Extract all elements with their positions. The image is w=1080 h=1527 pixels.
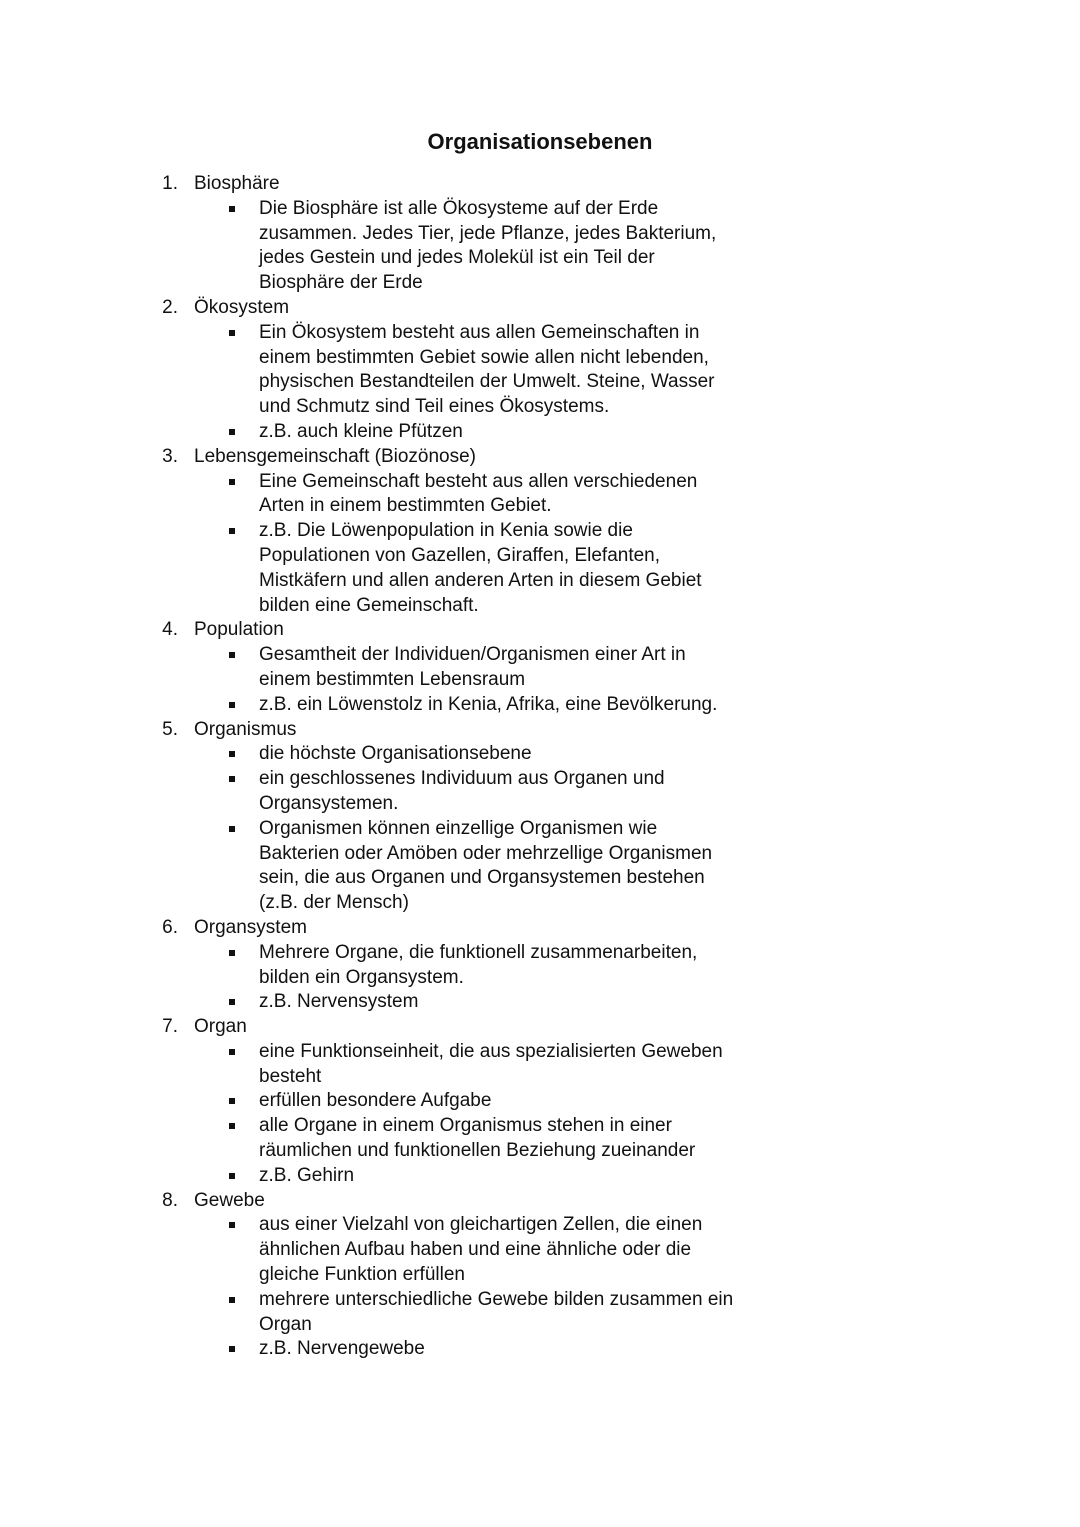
level-heading bbox=[0, 445, 1080, 470]
bullet-item bbox=[0, 990, 1080, 1015]
level-number: 2. bbox=[162, 296, 178, 318]
bullet-text: Eine Gemeinschaft besteht aus allen verschiedenen Arten in einem bestimmten Gebiet. bbox=[259, 470, 698, 517]
bullet-text: eine Funktionseinheit, die aus spezialisierten Geweben besteht bbox=[259, 1040, 723, 1087]
bullet-item bbox=[0, 1114, 1080, 1164]
square-bullet-icon bbox=[229, 826, 235, 832]
square-bullet-icon bbox=[229, 1173, 235, 1179]
level-heading bbox=[0, 296, 1080, 321]
list-item bbox=[0, 445, 1080, 619]
bullet-text: Organismen können einzellige Organismen wie Bakterien oder Amöben oder mehrzellige Organismen sein, die aus Organen und Organsystemen bestehen (z.B. der Mensch) bbox=[259, 817, 713, 914]
square-bullet-icon bbox=[229, 950, 235, 956]
level-heading bbox=[0, 1189, 1080, 1214]
bullet-text: z.B. Gehirn bbox=[259, 1164, 355, 1186]
bullet-text: erfüllen besondere Aufgabe bbox=[259, 1090, 492, 1112]
bullet-text: aus einer Vielzahl von gleichartigen Zellen, die einen ähnlichen Aufbau haben und eine ähnliche oder die gleiche Funktion erfüllen bbox=[259, 1214, 703, 1286]
list-item bbox=[0, 172, 1080, 296]
level-heading bbox=[0, 718, 1080, 743]
list-item bbox=[0, 618, 1080, 717]
organization-levels-list bbox=[0, 172, 1080, 1362]
bullet-item bbox=[0, 321, 1080, 420]
square-bullet-icon bbox=[229, 206, 235, 212]
square-bullet-icon bbox=[229, 528, 235, 534]
bullet-item bbox=[0, 1040, 1080, 1090]
level-number: 8. bbox=[162, 1189, 178, 1211]
bullet-text: z.B. ein Löwenstolz in Kenia, Afrika, eine Bevölkerung. bbox=[259, 693, 718, 715]
level-number: 7. bbox=[162, 1016, 178, 1038]
page-title: Organisationsebenen bbox=[427, 129, 653, 154]
square-bullet-icon bbox=[229, 702, 235, 708]
bullet-item bbox=[0, 643, 1080, 693]
bullet-item bbox=[0, 693, 1080, 718]
level-name: Lebensgemeinschaft (Biozönose) bbox=[194, 445, 477, 467]
level-name: Organismus bbox=[194, 718, 297, 740]
square-bullet-icon bbox=[229, 330, 235, 336]
level-number: 5. bbox=[162, 718, 178, 740]
square-bullet-icon bbox=[229, 1222, 235, 1228]
level-heading bbox=[0, 916, 1080, 941]
level-number: 4. bbox=[162, 619, 178, 641]
bullet-item bbox=[0, 420, 1080, 445]
square-bullet-icon bbox=[229, 751, 235, 757]
bullet-item bbox=[0, 1288, 1080, 1338]
bullet-item bbox=[0, 742, 1080, 767]
level-name: Organ bbox=[194, 1016, 247, 1038]
list-item bbox=[0, 296, 1080, 445]
bullet-item bbox=[0, 767, 1080, 817]
list-item bbox=[0, 1189, 1080, 1363]
level-heading bbox=[0, 618, 1080, 643]
bullet-text: mehrere unterschiedliche Gewebe bilden zusammen ein Organ bbox=[259, 1288, 734, 1335]
level-name: Organsystem bbox=[194, 916, 307, 938]
bullet-text: z.B. Nervensystem bbox=[259, 991, 419, 1013]
bullet-item bbox=[0, 470, 1080, 520]
level-name: Gewebe bbox=[194, 1189, 265, 1211]
level-name: Biosphäre bbox=[194, 173, 280, 194]
bullet-text: Gesamtheit der Individuen/Organismen einer Art in einem bestimmten Lebensraum bbox=[259, 644, 686, 690]
square-bullet-icon bbox=[229, 1346, 235, 1352]
bullet-text: ein geschlossenes Individuum aus Organen und Organsystemen. bbox=[259, 768, 665, 814]
square-bullet-icon bbox=[229, 1297, 235, 1303]
square-bullet-icon bbox=[229, 999, 235, 1005]
level-name: Ökosystem bbox=[194, 296, 290, 318]
square-bullet-icon bbox=[229, 479, 235, 485]
level-heading bbox=[0, 172, 1080, 197]
bullet-text: Mehrere Organe, die funktionell zusammenarbeiten, bilden ein Organsystem. bbox=[259, 941, 698, 988]
bullet-item bbox=[0, 519, 1080, 618]
bullet-item bbox=[0, 1337, 1080, 1362]
bullet-text: Die Biosphäre ist alle Ökosysteme auf der Erde zusammen. Jedes Tier, jede Pflanze, jedes Bakterium, jedes Gestein und jedes Molekül ist ein Teil der Biosphäre der Erde bbox=[259, 197, 717, 294]
bullet-item bbox=[0, 197, 1080, 296]
level-number: 1. bbox=[162, 173, 178, 194]
list-item bbox=[0, 1015, 1080, 1189]
bullet-item bbox=[0, 941, 1080, 991]
level-heading bbox=[0, 1015, 1080, 1040]
bullet-item bbox=[0, 817, 1080, 916]
list-item bbox=[0, 916, 1080, 1015]
bullet-text: alle Organe in einem Organismus stehen in einer räumlichen und funktionellen Beziehung zueinander bbox=[259, 1115, 696, 1162]
square-bullet-icon bbox=[229, 652, 235, 658]
level-number: 3. bbox=[162, 445, 178, 467]
square-bullet-icon bbox=[229, 429, 235, 435]
bullet-item bbox=[0, 1164, 1080, 1189]
square-bullet-icon bbox=[229, 1123, 235, 1129]
bullet-text: z.B. Die Löwenpopulation in Kenia sowie die Populationen von Gazellen, Giraffen, Elefanten, Mistkäfern und allen anderen Arten in diesem Gebiet bilden eine Gemeinschaft. bbox=[259, 520, 702, 616]
bullet-text: Ein Ökosystem besteht aus allen Gemeinschaften in einem bestimmten Gebiet sowie allen nicht lebenden, physischen Bestandteilen der Umwelt. Steine, Wasser und Schmutz sind Teil eines Ökosystems. bbox=[259, 321, 715, 418]
bullet-text: z.B. Nervengewebe bbox=[259, 1338, 425, 1360]
square-bullet-icon bbox=[229, 776, 235, 782]
level-name: Population bbox=[194, 619, 284, 641]
square-bullet-icon bbox=[229, 1049, 235, 1055]
bullet-text: die höchste Organisationsebene bbox=[259, 743, 532, 765]
level-number: 6. bbox=[162, 916, 178, 938]
bullet-item bbox=[0, 1089, 1080, 1114]
list-item bbox=[0, 718, 1080, 916]
bullet-item bbox=[0, 1213, 1080, 1287]
square-bullet-icon bbox=[229, 1098, 235, 1104]
bullet-text: z.B. auch kleine Pfützen bbox=[259, 420, 463, 442]
